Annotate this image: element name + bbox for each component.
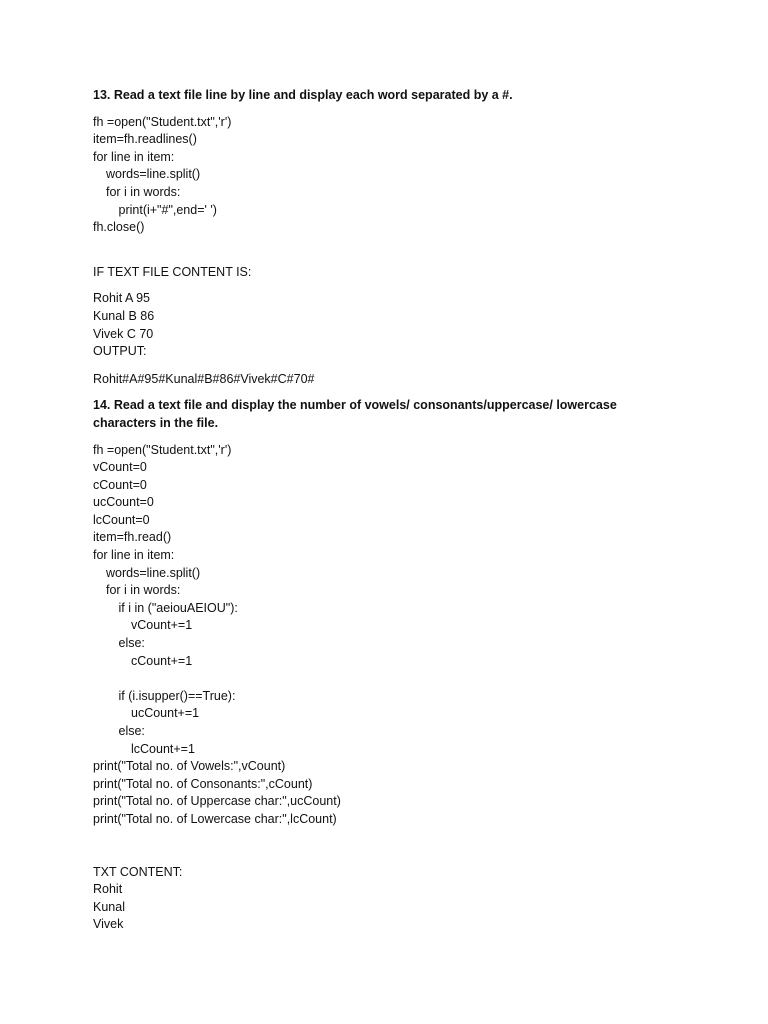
- code-line: item=fh.readlines(): [93, 132, 197, 147]
- code-line: [93, 670, 733, 688]
- q13-output-label: [93, 343, 733, 361]
- txt-content-line: Rohit: [93, 882, 123, 897]
- content-heading: IF TEXT FILE CONTENT IS:: [93, 264, 252, 279]
- file-content-line: Vivek C 70: [93, 326, 154, 341]
- question-14-title: [93, 397, 733, 432]
- q14-code-block: [93, 442, 733, 829]
- question-13-title: 13. Read a text file line by line and display each word separated by a #.: [93, 88, 513, 102]
- code-line: print("Total no. of Lowercase char:",lcCount): [93, 811, 337, 826]
- txt-content-line: Kunal: [93, 899, 125, 914]
- code-line: for line in item:: [93, 548, 175, 563]
- output-text: Rohit#A#95#Kunal#B#86#Vivek#C#70#: [93, 371, 315, 386]
- code-line: if i in ("aeiouAEIOU"):: [118, 600, 238, 615]
- code-line: if (i.isupper()==True):: [118, 688, 236, 703]
- question-14-title-line-1: 14. Read a text file and display the number of vowels/ consonants/uppercase/ lowercase: [93, 398, 617, 413]
- file-content-line: Rohit A 95: [93, 291, 150, 306]
- txt-content-heading: TXT CONTENT:: [93, 864, 183, 879]
- code-line: words=line.split(): [106, 565, 201, 580]
- code-line: ucCount+=1: [131, 706, 200, 721]
- code-line: print("Total no. of Vowels:",vCount): [93, 759, 286, 774]
- code-line: vCount=0: [93, 460, 147, 475]
- code-line: lcCount+=1: [131, 741, 195, 756]
- code-line: print("Total no. of Consonants:",cCount): [93, 776, 313, 791]
- code-line: item=fh.read(): [93, 530, 172, 545]
- code-line: fh.close(): [93, 220, 145, 235]
- q14-txt-content: [93, 864, 733, 934]
- code-line: ucCount=0: [93, 495, 154, 510]
- code-line: for i in words:: [106, 184, 181, 199]
- code-line: print(i+"#",end=' '): [118, 202, 217, 217]
- code-line: else:: [118, 636, 145, 651]
- code-line: lcCount=0: [93, 512, 150, 527]
- document-page: [93, 87, 733, 934]
- code-line: cCount+=1: [131, 653, 193, 668]
- q13-file-content: [93, 290, 733, 343]
- code-line: print("Total no. of Uppercase char:",ucCount): [93, 794, 341, 809]
- code-line: cCount=0: [93, 477, 147, 492]
- code-line: fh =open("Student.txt",'r'): [93, 114, 232, 129]
- code-line: else:: [118, 724, 145, 738]
- file-content-line: Kunal B 86: [93, 308, 155, 323]
- code-line: fh =open("Student.txt",'r'): [93, 442, 232, 457]
- q13-code-block: [93, 114, 733, 237]
- q13-content-heading: [93, 264, 733, 282]
- output-label: OUTPUT:: [93, 344, 147, 359]
- code-line: vCount+=1: [131, 618, 193, 633]
- question-14-title-line-2: characters in the file.: [93, 415, 219, 430]
- code-line: for i in words:: [106, 583, 181, 598]
- txt-content-line: Vivek: [93, 917, 124, 932]
- code-line: for line in item:: [93, 149, 175, 164]
- code-line: words=line.split(): [106, 167, 201, 182]
- q13-output: [93, 371, 733, 389]
